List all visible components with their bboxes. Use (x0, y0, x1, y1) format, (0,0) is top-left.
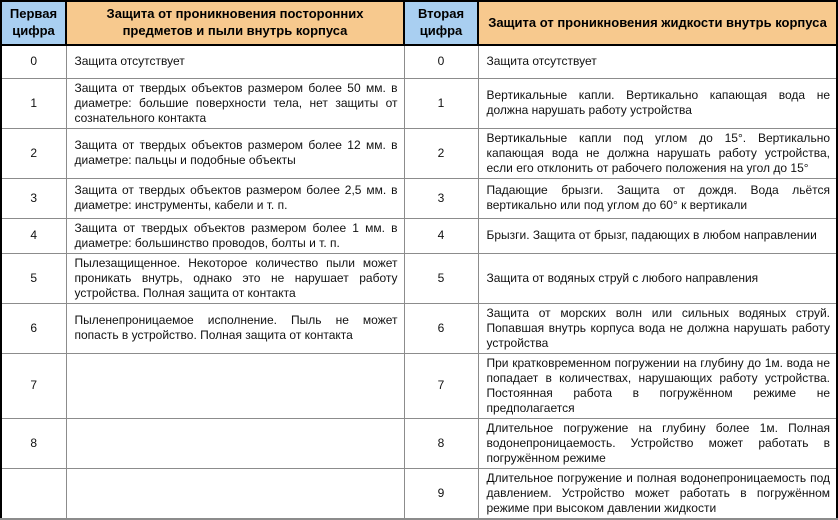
first-digit-cell: 7 (1, 353, 66, 418)
first-digit-cell: 8 (1, 418, 66, 468)
solids-desc-cell (66, 353, 404, 418)
liquids-desc-cell: Вертикальные капли. Вертикально капающая вода не должна нарушать работу устройства (478, 78, 837, 128)
liquids-desc-cell: При кратковременном погружении на глубину до 1м. вода не попадает в количествах, нарушающих работу устройства. Постоянная работа в погружённом режиме не предполагается (478, 353, 837, 418)
solids-desc-cell (66, 418, 404, 468)
liquids-desc-cell: Защита от морских волн или сильных водяных струй. Попавшая внутрь корпуса вода не должна нарушать работу устройства (478, 303, 837, 353)
header-solids-protection: Защита от проникновения посторонних предметов и пыли внутрь корпуса (66, 1, 404, 45)
second-digit-cell: 3 (404, 178, 478, 218)
second-digit-cell: 2 (404, 128, 478, 178)
solids-desc-cell: Защита от твердых объектов размером более 1 мм. в диаметре: большинство проводов, болты и т. п. (66, 218, 404, 253)
first-digit-cell: 4 (1, 218, 66, 253)
table-row (1, 178, 837, 218)
table-row (1, 128, 837, 178)
liquids-desc-cell: Брызги. Защита от брызг, падающих в любом направлении (478, 218, 837, 253)
first-digit-cell (1, 468, 66, 519)
second-digit-cell: 1 (404, 78, 478, 128)
liquids-desc-cell: Длительное погружение и полная водонепроницаемость под давлением. Устройство может работать в погружённом режиме при высоком давлении жидкости (478, 468, 837, 519)
table-row (1, 353, 837, 418)
table-row (1, 418, 837, 468)
liquids-desc-cell: Падающие брызги. Защита от дождя. Вода льётся вертикально или под углом до 60° к вертикали (478, 178, 837, 218)
table-row (1, 468, 837, 519)
second-digit-cell: 0 (404, 45, 478, 78)
first-digit-cell: 1 (1, 78, 66, 128)
second-digit-cell: 6 (404, 303, 478, 353)
second-digit-cell: 8 (404, 418, 478, 468)
table-row (1, 303, 837, 353)
table-row (1, 45, 837, 78)
solids-desc-cell: Пыленепроницаемое исполнение. Пыль не может попасть в устройство. Полная защита от контакта (66, 303, 404, 353)
second-digit-cell: 5 (404, 253, 478, 303)
table-row (1, 218, 837, 253)
liquids-desc-cell: Защита от водяных струй с любого направления (478, 253, 837, 303)
liquids-desc-cell: Длительное погружение на глубину более 1м. Полная водонепроницаемость. Устройство может работать в погружённом режиме (478, 418, 837, 468)
solids-desc-cell: Защита от твердых объектов размером более 2,5 мм. в диаметре: инструменты, кабели и т. п. (66, 178, 404, 218)
solids-desc-cell: Защита от твердых объектов размером более 50 мм. в диаметре: большие поверхности тела, нет защиты от сознательного контакта (66, 78, 404, 128)
first-digit-cell: 2 (1, 128, 66, 178)
first-digit-cell: 3 (1, 178, 66, 218)
first-digit-cell: 0 (1, 45, 66, 78)
header-first-digit: Первая цифра (1, 1, 66, 45)
second-digit-cell: 4 (404, 218, 478, 253)
solids-desc-cell: Пылезащищенное. Некоторое количество пыли может проникать внутрь, однако это не нарушает работу устройства. Полная защита от контакта (66, 253, 404, 303)
solids-desc-cell: Защита от твердых объектов размером более 12 мм. в диаметре: пальцы и подобные объекты (66, 128, 404, 178)
liquids-desc-cell: Вертикальные капли под углом до 15°. Вертикально капающая вода не должна нарушать работу устройства, если его отклонить от рабочего положения на угол до 15° (478, 128, 837, 178)
second-digit-cell: 7 (404, 353, 478, 418)
header-second-digit: Вторая цифра (404, 1, 478, 45)
table-row (1, 253, 837, 303)
first-digit-cell: 5 (1, 253, 66, 303)
header-liquids-protection: Защита от проникновения жидкости внутрь корпуса (478, 1, 837, 45)
table-row (1, 78, 837, 128)
liquids-desc-cell: Защита отсутствует (478, 45, 837, 78)
first-digit-cell: 6 (1, 303, 66, 353)
header-row (1, 1, 837, 45)
solids-desc-cell (66, 468, 404, 519)
second-digit-cell: 9 (404, 468, 478, 519)
solids-desc-cell: Защита отсутствует (66, 45, 404, 78)
